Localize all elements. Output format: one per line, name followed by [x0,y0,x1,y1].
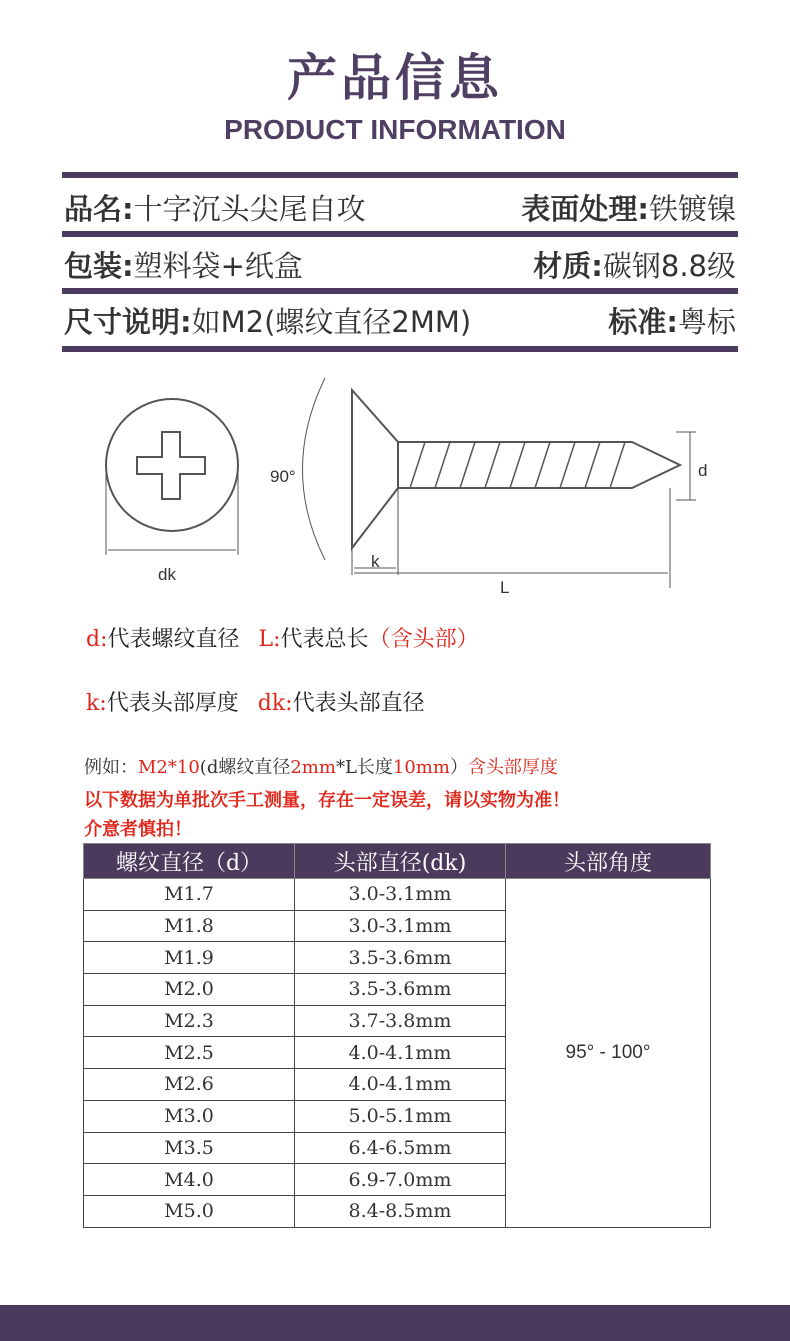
legend-note: （含头部） [368,627,479,652]
info-label: 尺寸说明: [64,304,192,339]
example-prefix: 例如： [84,757,138,778]
info-row [64,298,736,342]
thread-diameter-cell: M3.0 [84,1100,295,1132]
screw-diagram [0,360,790,605]
info-value: 铁镀镍 [648,191,736,226]
example-part: (d [199,757,219,778]
legend-text: 代表头部直径 [292,691,425,716]
warning-text: 以下数据为单批次手工测量，存在一定误差，请以实物为准！ [84,790,570,811]
info-label: 表面处理: [521,191,649,226]
screw-side-view [303,378,697,588]
column-header: 头部直径(dk) [295,844,506,879]
info-label: 材质: [533,248,603,283]
thread-diameter-cell: M2.6 [84,1069,295,1101]
head-diameter-cell: 3.5-3.6mm [295,942,506,974]
head-diameter-cell: 3.0-3.1mm [295,879,506,911]
thread-diameter-cell: M4.0 [84,1164,295,1196]
legend-text: 代表头部厚度 [106,691,239,716]
footer-band [0,1305,790,1341]
L-label: L [500,578,510,597]
example-part: *L [335,757,357,778]
legend-key: L: [258,627,281,652]
example-part: 长度 [356,757,393,778]
info-row [64,242,736,286]
example-part: 含头部厚度 [467,757,558,778]
angle-label: 90° [270,467,296,486]
caution-text: 介意者慎拍！ [84,819,192,840]
info-value: 碳钢8.8级 [602,248,736,283]
page-subtitle: PRODUCT INFORMATION [224,114,566,145]
divider [62,288,738,294]
head-diameter-cell: 5.0-5.1mm [295,1100,506,1132]
example-part: ） [449,757,468,778]
info-value: 粤标 [677,304,736,339]
head-angle-cell: 95° - 100° [506,879,711,1228]
info-value: 如M2(螺纹直径2MM) [191,304,472,339]
info-label: 品名: [64,191,134,226]
size-table [83,843,711,1228]
k-label: k [371,552,380,571]
legend-text: 代表螺纹直径 [107,627,240,652]
head-diameter-cell: 8.4-8.5mm [295,1195,506,1227]
example-part: 螺纹直径 [218,757,291,778]
thread-diameter-cell: M2.3 [84,1005,295,1037]
legend-line-2 [86,686,425,717]
dk-label: dk [158,565,176,584]
thread-diameter-cell: M3.5 [84,1132,295,1164]
head-diameter-cell: 6.4-6.5mm [295,1132,506,1164]
legend-key: k: [86,691,107,716]
legend-key: d: [86,627,108,652]
example-code: M2*10 [138,757,200,778]
legend-text: 代表总长 [280,627,369,652]
thread-diameter-cell: M2.5 [84,1037,295,1069]
info-value: 塑料袋+纸盒 [133,248,303,283]
legend-key: dk: [257,691,293,716]
head-diameter-cell: 3.7-3.8mm [295,1005,506,1037]
d-label: d [698,461,708,480]
info-row [64,185,736,229]
head-diameter-cell: 6.9-7.0mm [295,1164,506,1196]
head-diameter-cell: 3.5-3.6mm [295,974,506,1006]
info-label: 包装: [64,248,134,283]
divider [62,346,738,352]
info-label: 标准: [608,304,678,339]
thread-diameter-cell: M1.7 [84,879,295,911]
head-diameter-cell: 4.0-4.1mm [295,1069,506,1101]
table-row [84,879,711,911]
page-title: 产品信息 [287,49,503,107]
head-diameter-cell: 3.0-3.1mm [295,910,506,942]
divider [62,231,738,237]
example-part: 10mm [392,757,450,778]
legend-line-1 [86,622,479,653]
screw-head-top-view [106,399,238,555]
thread-diameter-cell: M5.0 [84,1195,295,1227]
column-header: 头部角度 [506,844,711,879]
thread-diameter-cell: M1.9 [84,942,295,974]
thread-diameter-cell: M2.0 [84,974,295,1006]
example-line [84,753,558,779]
info-value: 十字沉头尖尾自攻 [133,191,366,226]
table-header-row [84,844,711,879]
example-part: 2mm [290,757,336,778]
thread-diameter-cell: M1.8 [84,910,295,942]
divider [62,172,738,178]
head-diameter-cell: 4.0-4.1mm [295,1037,506,1069]
column-header: 螺纹直径（d） [84,844,295,879]
